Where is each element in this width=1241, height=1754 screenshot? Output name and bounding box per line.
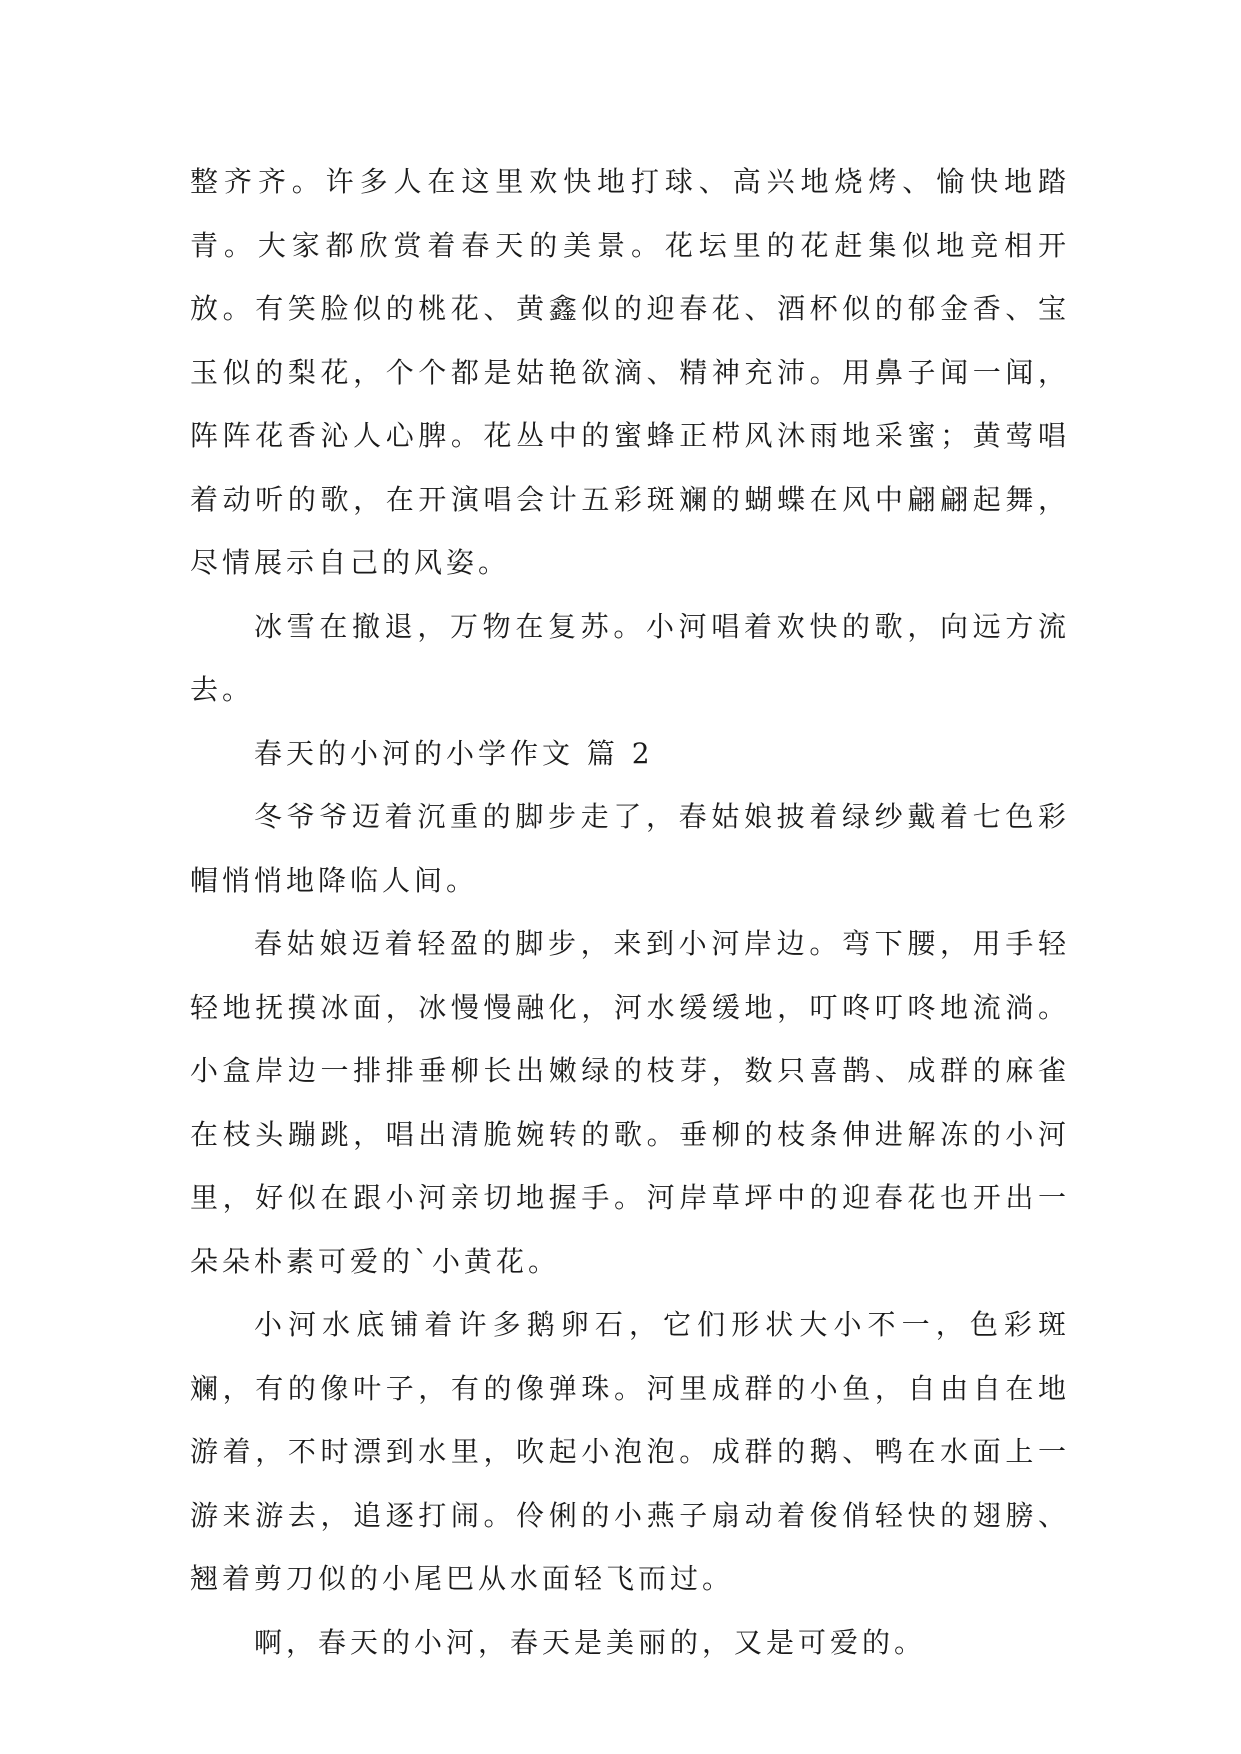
paragraph: 啊，春天的小河，春天是美丽的，又是可爱的。 [254,1625,927,1659]
paragraph: 小河水底铺着许多鹅卵石，它们形状大小不一，色彩斑斓，有的像叶子，有的像弹珠。河里成群的小鱼，自由自在地游着，不时漂到水里，吹起小泡泡。成群的鹅、鸭在水面上一游来游去，追逐打闹。伶俐的小燕子扇动着俊俏轻快的翅膀、翘着剪刀似的小尾巴从水面轻飞而过。 [190,1308,1070,1595]
paragraph: 冬爷爷迈着沉重的脚步走了，春姑娘披着绿纱戴着七色彩帽悄悄地降临人间。 [190,800,1070,897]
paragraph: 冰雪在撤退，万物在复苏。小河唱着欢快的歌，向远方流去。 [190,609,1070,706]
paragraph: 春姑娘迈着轻盈的脚步，来到小河岸边。弯下腰，用手轻轻地抚摸冰面，冰慢慢融化，河水缓缓地，叮咚叮咚地流淌。小盒岸边一排排垂柳长出嫩绿的枝芽，数只喜鹊、成群的麻雀在枝头蹦跳，唱出清脆婉转的歌。垂柳的枝条伸进解冻的小河里，好似在跟小河亲切地握手。河岸草坪中的迎春花也开出一朵朵朴素可爱的`小黄花。 [190,927,1070,1278]
paragraph: 整齐齐。许多人在这里欢快地打球、高兴地烧烤、愉快地踏青。大家都欣赏着春天的美景。花坛里的花赶集似地竞相开放。有笑脸似的桃花、黄鑫似的迎春花、酒杯似的郁金香、宝玉似的梨花，个个都是姑艳欲滴、精神充沛。用鼻子闻一闻，阵阵花香沁人心脾。花丛中的蜜蜂正栉风沐雨地采蜜；黄莺唱着动听的歌，在开演唱会计五彩斑斓的蝴蝶在风中翩翩起舞，尽情展示自己的风姿。 [190,165,1070,579]
section-heading: 春天的小河的小学作文 篇 2 [254,736,654,770]
document-page [190,150,1070,1674]
